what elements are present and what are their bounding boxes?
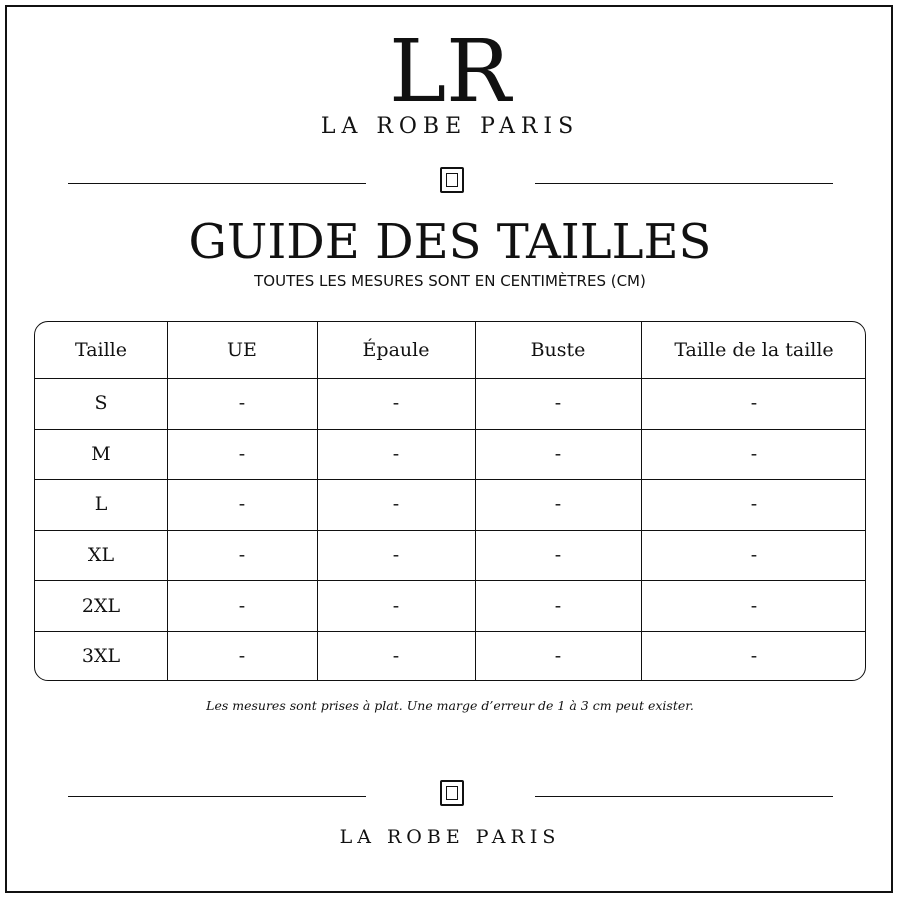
page-title: GUIDE DES TAILLES (188, 214, 712, 270)
eu-cell: - (238, 594, 246, 617)
table-header-row (35, 322, 865, 378)
shoulder-cell: - (392, 392, 400, 415)
shoulder-cell: - (392, 442, 400, 465)
shoulder-cell: - (392, 493, 400, 516)
row-divider (35, 378, 865, 379)
table-row (35, 429, 865, 480)
waist-cell: - (750, 594, 758, 617)
column-divider (317, 322, 318, 680)
divider-right-bottom (535, 796, 833, 797)
waist-cell: - (750, 493, 758, 516)
row-divider (35, 479, 865, 480)
brand-name-top: LA ROBE PARIS (320, 114, 580, 139)
row-divider (35, 631, 865, 632)
shoulder-cell: - (392, 645, 400, 668)
waist-cell: - (750, 442, 758, 465)
size-cell: M (91, 442, 111, 465)
brand-monogram: LR (389, 22, 511, 122)
bust-cell: - (554, 544, 562, 567)
table-row (35, 530, 865, 581)
hanger-icon (440, 780, 464, 806)
size-table (34, 321, 866, 681)
column-header: Buste (530, 339, 586, 361)
column-header: UE (227, 339, 257, 361)
divider-left-top (68, 183, 366, 184)
size-cell: XL (87, 544, 115, 567)
page-subtitle: TOUTES LES MESURES SONT EN CENTIMÈTRES (CM) (254, 272, 646, 290)
shoulder-cell: - (392, 544, 400, 567)
table-row (35, 378, 865, 429)
hanger-icon (440, 167, 464, 193)
bust-cell: - (554, 442, 562, 465)
size-cell: L (94, 493, 108, 516)
row-divider (35, 530, 865, 531)
table-row (35, 631, 865, 681)
eu-cell: - (238, 544, 246, 567)
size-cell: 2XL (81, 594, 121, 617)
column-header: Épaule (362, 339, 430, 361)
table-row (35, 479, 865, 530)
divider-right-top (535, 183, 833, 184)
waist-cell: - (750, 392, 758, 415)
divider-left-bottom (68, 796, 366, 797)
bust-cell: - (554, 392, 562, 415)
bust-cell: - (554, 493, 562, 516)
waist-cell: - (750, 645, 758, 668)
table-row (35, 580, 865, 631)
column-divider (167, 322, 168, 680)
eu-cell: - (238, 442, 246, 465)
column-divider (641, 322, 642, 680)
eu-cell: - (238, 392, 246, 415)
column-divider (475, 322, 476, 680)
waist-cell: - (750, 544, 758, 567)
size-cell: S (94, 392, 108, 415)
size-cell: 3XL (81, 645, 121, 668)
shoulder-cell: - (392, 594, 400, 617)
measurement-note: Les mesures sont prises à plat. Une marge d’erreur de 1 à 3 cm peut exister. (206, 698, 694, 713)
row-divider (35, 429, 865, 430)
eu-cell: - (238, 645, 246, 668)
column-header: Taille de la taille (674, 339, 834, 361)
column-header: Taille (75, 339, 127, 361)
bust-cell: - (554, 594, 562, 617)
eu-cell: - (238, 493, 246, 516)
row-divider (35, 580, 865, 581)
bust-cell: - (554, 645, 562, 668)
brand-name-bottom: LA ROBE PARIS (339, 826, 561, 848)
